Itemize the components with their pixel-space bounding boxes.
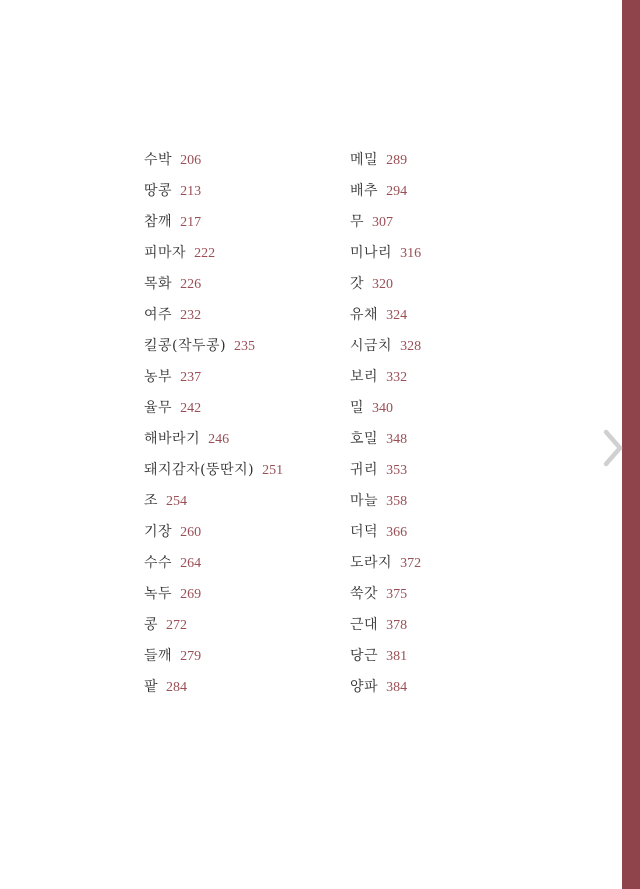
index-entry [350, 455, 421, 486]
index-page-number: 372 [400, 556, 422, 571]
index-page-number: 384 [386, 680, 408, 695]
index-entry [144, 424, 283, 455]
index-page-number: 217 [180, 215, 202, 230]
index-term: 팥 [144, 679, 159, 695]
index-term: 무 [350, 214, 365, 230]
index-page-number: 340 [372, 401, 394, 416]
index-term: 율무 [144, 400, 173, 416]
index-term: 호밀 [350, 431, 379, 447]
index-page-number: 232 [180, 308, 202, 323]
index-page-number: 235 [234, 339, 256, 354]
index-entry [144, 641, 283, 672]
index-page-number: 375 [386, 587, 408, 602]
index-term: 갓 [350, 276, 365, 292]
index-term: 녹두 [144, 586, 173, 602]
index-entry [144, 331, 283, 362]
index-page-number: 254 [166, 494, 188, 509]
index-term: 돼지감자(뚱딴지) [144, 462, 255, 478]
next-page-button[interactable] [600, 428, 626, 468]
index-entry [144, 548, 283, 579]
index-entry [350, 269, 421, 300]
index-page-number: 206 [180, 153, 202, 168]
index-term: 시금치 [350, 338, 393, 354]
index-entry [144, 455, 283, 486]
index-term: 여주 [144, 307, 173, 323]
index-page-number: 246 [208, 432, 230, 447]
index-page-number: 264 [180, 556, 202, 571]
index-page-number: 294 [386, 184, 408, 199]
index-entry [144, 672, 283, 703]
index-page-number: 378 [386, 618, 408, 633]
index-term: 피마자 [144, 245, 187, 261]
index-page-number: 316 [400, 246, 422, 261]
index-term: 미나리 [350, 245, 393, 261]
index-term: 밀 [350, 400, 365, 416]
index-page-number: 289 [386, 153, 408, 168]
index-column-right [350, 145, 421, 703]
index-entry [144, 610, 283, 641]
index-page-number: 328 [400, 339, 422, 354]
index-term: 귀리 [350, 462, 379, 478]
index-entry [350, 424, 421, 455]
index-entry [350, 176, 421, 207]
index-term: 메밀 [350, 152, 379, 168]
index-entry [350, 548, 421, 579]
index-entry [144, 145, 283, 176]
index-term: 콩 [144, 617, 159, 633]
index-term: 수수 [144, 555, 173, 571]
index-page-number: 381 [386, 649, 408, 664]
index-term: 킬콩(작두콩) [144, 338, 227, 354]
index-term: 들깨 [144, 648, 173, 664]
index-term: 농부 [144, 369, 173, 385]
index-page-number: 320 [372, 277, 394, 292]
index-entry [144, 393, 283, 424]
index-page-number: 242 [180, 401, 202, 416]
index-entry [144, 579, 283, 610]
index-page-number: 260 [180, 525, 202, 540]
chevron-right-icon [600, 428, 626, 468]
index-page-number: 251 [262, 463, 284, 478]
index-entry [144, 269, 283, 300]
index-entry [144, 207, 283, 238]
index-page-number: 307 [372, 215, 394, 230]
index-entry [350, 300, 421, 331]
index-entry [144, 486, 283, 517]
index-entry [350, 517, 421, 548]
index-page-number: 348 [386, 432, 408, 447]
index-page-number: 226 [180, 277, 202, 292]
index-entry [144, 300, 283, 331]
index-term: 수박 [144, 152, 173, 168]
index-term: 유채 [350, 307, 379, 323]
index-entry [144, 238, 283, 269]
index-term: 땅콩 [144, 183, 173, 199]
index-entry [350, 207, 421, 238]
index-page-number: 279 [180, 649, 202, 664]
index-page-number: 222 [194, 246, 216, 261]
index-page-number: 284 [166, 680, 188, 695]
index-page-number: 353 [386, 463, 408, 478]
index-term: 도라지 [350, 555, 393, 571]
index-page-number: 272 [166, 618, 188, 633]
index-term: 참깨 [144, 214, 173, 230]
index-term: 쑥갓 [350, 586, 379, 602]
index-page-number: 332 [386, 370, 408, 385]
index-term: 목화 [144, 276, 173, 292]
index-term: 기장 [144, 524, 173, 540]
index-page-number: 237 [180, 370, 202, 385]
index-entry [350, 610, 421, 641]
index-entry [350, 672, 421, 703]
index-entry [350, 486, 421, 517]
index-page-number: 324 [386, 308, 408, 323]
index-column-left [144, 145, 283, 703]
index-entry [350, 641, 421, 672]
index-entry [144, 517, 283, 548]
index-entry [350, 579, 421, 610]
index-term: 해바라기 [144, 431, 201, 447]
index-entry [350, 238, 421, 269]
index-term: 당근 [350, 648, 379, 664]
index-page-number: 213 [180, 184, 202, 199]
index-entry [144, 362, 283, 393]
index-term: 더덕 [350, 524, 379, 540]
index-term: 마늘 [350, 493, 379, 509]
index-entry [350, 362, 421, 393]
index-entry [350, 393, 421, 424]
index-page-number: 366 [386, 525, 408, 540]
index-term: 배추 [350, 183, 379, 199]
index-term: 근대 [350, 617, 379, 633]
index-entry [144, 176, 283, 207]
index-term: 보리 [350, 369, 379, 385]
index-term: 조 [144, 493, 159, 509]
index-page-number: 269 [180, 587, 202, 602]
index-term: 양파 [350, 679, 379, 695]
index-page-number: 358 [386, 494, 408, 509]
index-entry [350, 145, 421, 176]
index-entry [350, 331, 421, 362]
